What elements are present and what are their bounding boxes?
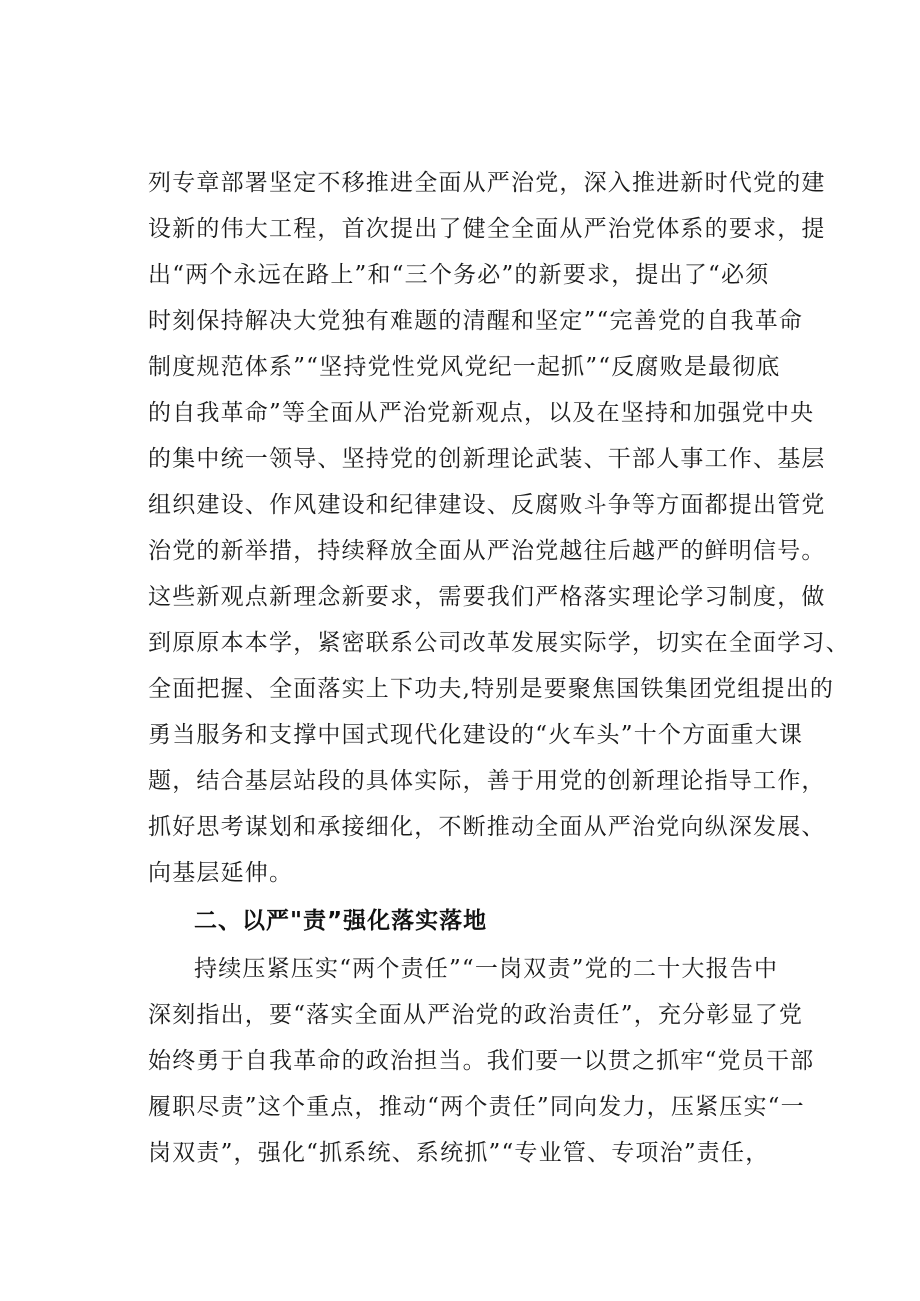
document-body <box>148 160 850 1176</box>
paragraph-line: 这些新观点新理念新要求，需要我们严格落实理论学习制度，做 <box>148 584 826 610</box>
paragraph-line: 履职尽责”这个重点，推动“两个责任”同向发力，压紧压实“一 <box>148 1094 805 1120</box>
paragraph-2 <box>148 946 828 1176</box>
paragraph-line: 深刻指出，要“落实全面从严治党的政治责任”，充分彰显了党 <box>148 1002 804 1028</box>
paragraph-line: 向基层延伸。 <box>148 860 294 886</box>
paragraph-line: 勇当服务和支撑中国式现代化建设的“火车头”十个方面重大课 <box>148 722 804 748</box>
paragraph-1 <box>148 160 850 896</box>
section-heading-2: 二、以严"责”强化落实落地 <box>194 908 488 934</box>
paragraph-line: 治党的新举措，持续释放全面从严治党越往后越严的鲜明信号。 <box>148 538 826 564</box>
paragraph-line: 时刻保持解决大党独有难题的清醒和坚定”“完善党的自我革命 <box>148 308 804 334</box>
paragraph-line: 组织建设、作风建设和纪律建设、反腐败斗争等方面都提出管党 <box>148 492 826 518</box>
paragraph-line: 题，结合基层站段的具体实际，善于用党的创新理论指导工作， <box>148 768 826 794</box>
paragraph-line: 列专章部署坚定不移推进全面从严治党，深入推进新时代党的建 <box>148 170 826 196</box>
paragraph-line: 出“两个永远在路上”和“三个务必”的新要求，提出了“必须 <box>148 262 770 288</box>
paragraph-line: 岗双责”，强化“抓系统、系统抓”“专业管、专项治”责任， <box>148 1140 770 1166</box>
paragraph-line: 的集中统一领导、坚持党的创新理论武装、干部人事工作、基层 <box>148 446 826 472</box>
paragraph-line: 的自我革命”等全面从严治党新观点，以及在坚持和加强党中央 <box>148 400 815 426</box>
paragraph-line: 设新的伟大工程，首次提出了健全全面从严治党体系的要求，提 <box>148 216 826 242</box>
paragraph-line: 全面把握、全面落实上下功夫,特别是要聚焦国铁集团党组提出的 <box>148 676 835 702</box>
paragraph-line: 始终勇于自我革命的政治担当。我们要一以贯之抓牢“党员干部 <box>148 1048 815 1074</box>
paragraph-line: 制度规范体系”“坚持党性党风党纪一起抓”“反腐败是最彻底 <box>148 354 781 380</box>
paragraph-line: 抓好思考谋划和承接细化，不断推动全面从严治党向纵深发展、 <box>148 814 826 840</box>
paragraph-line: 持续压紧压实“两个责任”“一岗双责”党的二十大报告中 <box>194 956 779 982</box>
paragraph-line: 到原原本本学，紧密联系公司改革发展实际学，切实在全面学习、 <box>148 630 850 656</box>
